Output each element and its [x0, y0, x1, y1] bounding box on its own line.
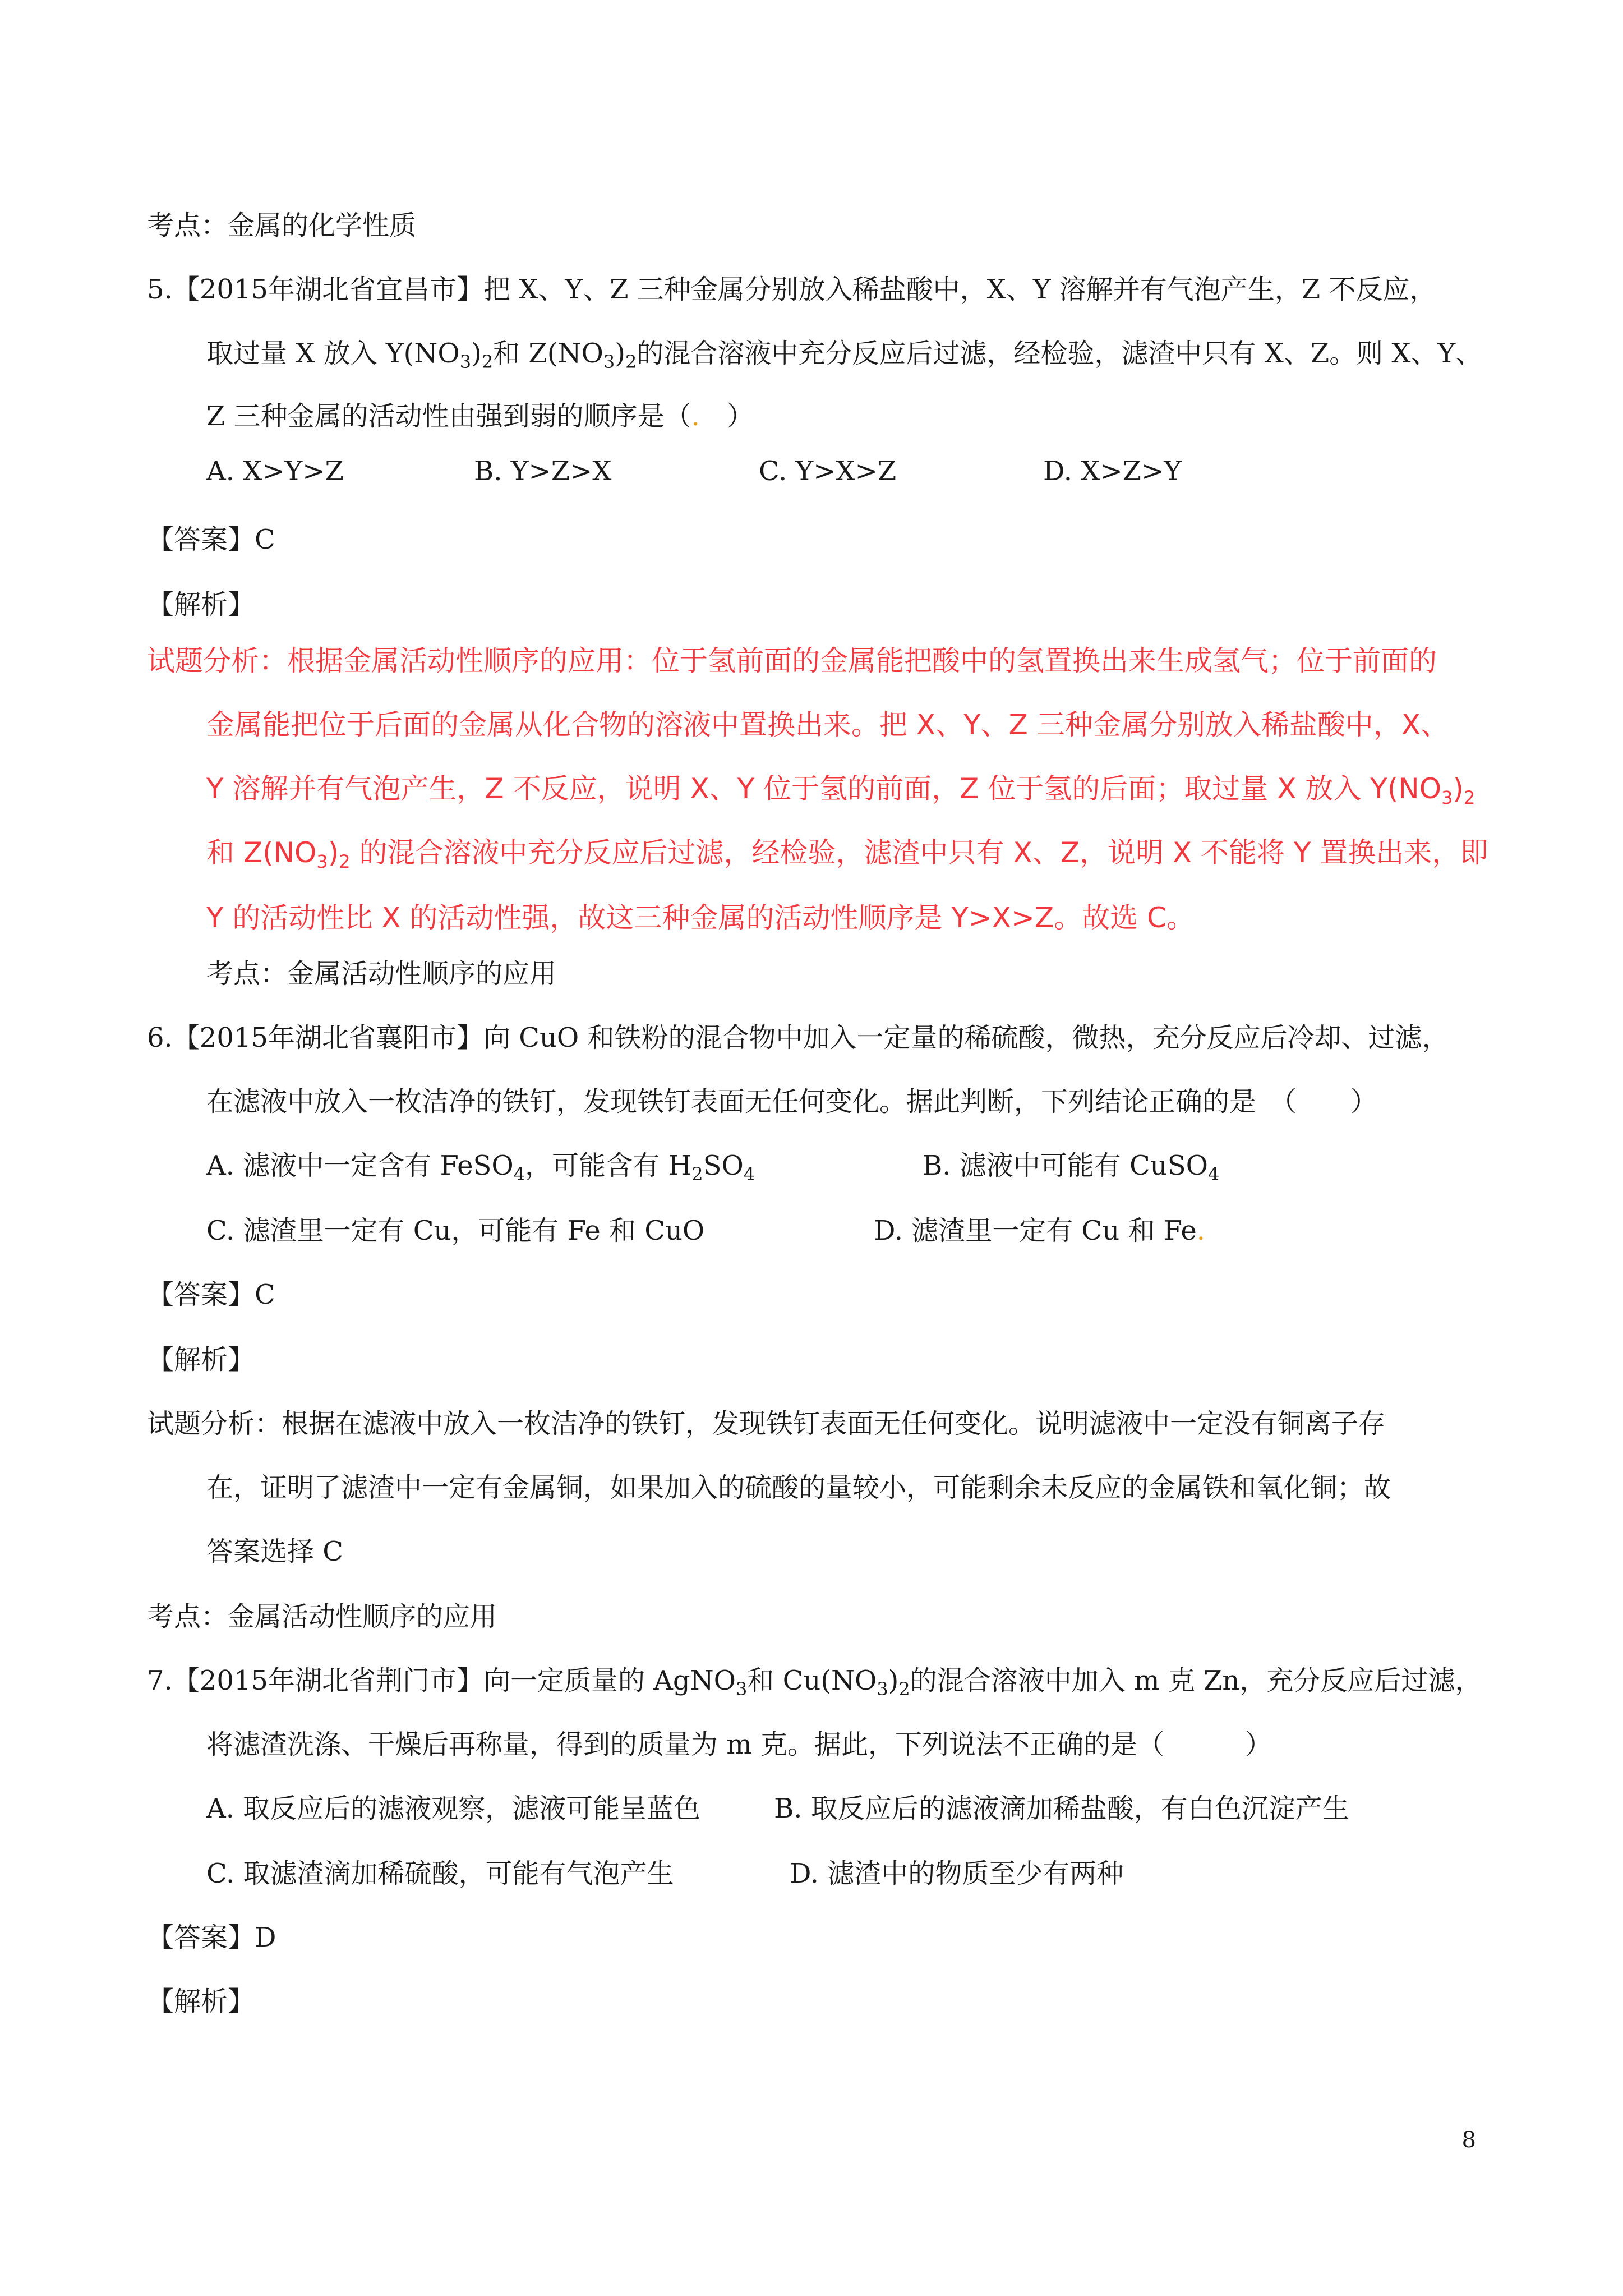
- q5-analysis-line4: 和 $Z(NO_3)_2$ 的混合溶液中充分反应后过滤，经检验，滤渣中只有 X、Z，说明 X 不能将 Y 置换出来，即: [206, 836, 1488, 872]
- q7-stem-line2: 将滤渣洗涤、干燥后再称量，得到的质量为 m 克。据此，下列说法不正确的是（ ）: [206, 1729, 1272, 1760]
- q6-option-c: C. 滤渣里一定有 Cu，可能有 Fe 和 CuO: [206, 1215, 705, 1246]
- q5-jiexi-heading: 【解析】: [147, 589, 255, 620]
- q5-stem-line3: Z 三种金属的活动性由强到弱的顺序是（. ）: [206, 401, 754, 432]
- q7-option-d: D. 滤渣中的物质至少有两种: [790, 1858, 1124, 1889]
- q5-stem-line2: 取过量 X 放入 $Y(NO_3)_2$和 $Z(NO_3)_2$的混合溶液中充分反应后过滤，经检验，滤渣中只有 X、Z。则 X、Y、: [206, 338, 1483, 372]
- q6-analysis-line2: 在，证明了滤渣中一定有金属铜，如果加入的硫酸的量较小，可能剩余未反应的金属铁和氧化铜；故: [206, 1472, 1391, 1503]
- q5-option-a: A. X>Y>Z: [206, 455, 344, 487]
- q5-analysis-line2: 金属能把位于后面的金属从化合物的溶液中置换出来。把 X、Y、Z 三种金属分别放入稀盐酸中，X、: [206, 708, 1449, 741]
- q6-option-d: D. 滤渣里一定有 Cu 和 Fe.: [874, 1215, 1206, 1246]
- q5-option-b: B. Y>Z>X: [474, 455, 612, 487]
- q6-jiexi-heading: 【解析】: [147, 1344, 255, 1375]
- q7-answer: 【答案】D: [147, 1922, 276, 1953]
- q6-stem-line2: 在滤液中放入一枚洁净的铁钉，发现铁钉表面无任何变化。据此判断，下列结论正确的是 （ ）: [206, 1086, 1378, 1117]
- q5-option-d: D. X>Z>Y: [1043, 455, 1182, 487]
- q7-option-a: A. 取反应后的滤液观察，滤液可能呈蓝色: [206, 1793, 701, 1824]
- q6-option-b: B. 滤液中可能有 CuSO$_4$: [923, 1150, 1220, 1185]
- q5-answer: 【答案】C: [147, 524, 275, 555]
- q6-stem-line1: 6.【2015年湖北省襄阳市】向 CuO 和铁粉的混合物中加入一定量的稀硫酸，微热，充分反应后冷却、过滤，: [147, 1022, 1449, 1053]
- page-number: 8: [1461, 2127, 1476, 2153]
- q5-kaodian: 考点：金属活动性顺序的应用: [206, 958, 557, 990]
- q7-option-c: C. 取滤渣滴加稀硫酸，可能有气泡产生: [206, 1858, 674, 1889]
- q5-analysis-line5: Y 的活动性比 X 的活动性强，故这三种金属的活动性顺序是 Y>X>Z。故选 C。: [206, 901, 1195, 934]
- q6-option-a: A. 滤液中一定含有 FeSO$_4$，可能含有 $H_2SO_4$: [206, 1150, 755, 1185]
- q6-kaodian: 考点：金属活动性顺序的应用: [147, 1601, 497, 1632]
- q7-stem-line1: 7.【2015年湖北省荆门市】向一定质量的 AgNO$_3$和 $Cu(NO_3)_2$的混合溶液中加入 m 克 Zn，充分反应后过滤，: [147, 1665, 1482, 1700]
- q4-kaodian: 考点：金属的化学性质: [147, 210, 417, 241]
- q5-option-c: C. Y>X>Z: [759, 455, 897, 487]
- q5-analysis-line1: 试题分析：根据金属活动性顺序的应用：位于氢前面的金属能把酸中的氢置换出来生成氢气；位于前面的: [147, 645, 1437, 677]
- q6-answer: 【答案】C: [147, 1279, 275, 1310]
- q7-option-b: B. 取反应后的滤液滴加稀盐酸，有白色沉淀产生: [774, 1793, 1349, 1824]
- q6-analysis-line3: 答案选择 C: [206, 1536, 343, 1567]
- q5-analysis-line3: Y 溶解并有气泡产生，Z 不反应，说明 X、Y 位于氢的前面，Z 位于氢的后面；取过量 X 放入 $Y(NO_3)_2$: [206, 772, 1476, 808]
- q6-analysis-line1: 试题分析：根据在滤液中放入一枚洁净的铁钉，发现铁钉表面无任何变化。说明滤液中一定没有铜离子存: [147, 1408, 1386, 1439]
- q5-stem-line1: 5.【2015年湖北省宜昌市】把 X、Y、Z 三种金属分别放入稀盐酸中，X、Y 溶解并有气泡产生，Z 不反应，: [147, 274, 1437, 305]
- q7-jiexi-heading: 【解析】: [147, 1986, 255, 2017]
